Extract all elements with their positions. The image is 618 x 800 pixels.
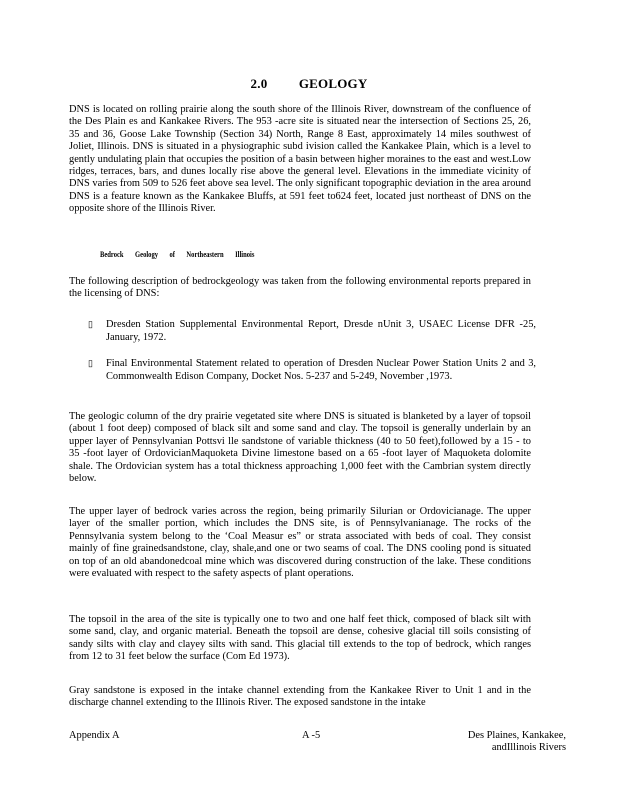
geologic-column-paragraph: The geologic column of the dry prairie vegetated site where DNS is situated is blanketed by a layer of topsoil (about 1 foot deep) composed of black silt and some sand and clay. The topsoil is generally underlain by an upper layer of Pennsylvanian Pottsvi lle sandstone of variable thickness (40 to 50 feet),followed by a 15 - to 35 -foot layer of OrdovicianMaquoketa Divine limestone based on a 65 -foot layer of Maquoketa dolomite shale. The Ordovician system has a total thickness approaching 1,000 feet with the Cambrian system directly below. xyxy=(69,411,531,485)
reference-text-1: Dresden Station Supplemental Environmental Report, Dresde nUnit 3, USAEC License DFR -25, January, 1972. xyxy=(106,319,536,343)
bedrock-subheading: Bedrock Geology of Northeastern Illinois xyxy=(100,250,255,259)
footer-appendix: Appendix A xyxy=(69,730,120,741)
section-number: 2.0 xyxy=(250,76,268,91)
section-heading xyxy=(0,76,618,92)
gray-sandstone-paragraph: Gray sandstone is exposed in the intake channel extending from the Kankakee River to Unit 1 and in the discharge channel extending to the Illinois River. The exposed sandstone in the intake xyxy=(69,685,531,709)
footer-river-line-1: Des Plaines, Kankakee, xyxy=(467,730,566,741)
footer-river-label xyxy=(420,730,566,755)
intro-paragraph: DNS is located on rolling prairie along the south shore of the Illinois River, downstream of the confluence of the Des Plain es and Kankakee Rivers. The 953 -acre site is situated near the intersection of Sections 25, 26, 35 and 36, Goose Lake Township (Section 34) North, Range 8 East, approximately 14 miles southwest of Joliet, Illinois. DNS is situated in a physiographic subd ivision called the Kankakee Plain, which is a level to gently undulating plain that occupies the position of a basin between higher moraines to the east and west.Low ridges, terraces, bars, and dunes locally rise above the general level. Elevations in the immediate vicinity of DNS varies from 509 to 526 feet above sea level. The only significant topographic deviation in the area around DNS is a feature known as the Kankakee Bluffs, at 591 feet to624 feet, located just northeast of DNS on the opposite shore of the Illinois River. xyxy=(69,104,531,215)
reference-text-2: Final Environmental Statement related to operation of Dresden Nuclear Power Station Units 2 and 3, Commonwealth Edison Company, Docket Nos. 5-237 and 5-249, November ,1973. xyxy=(106,358,536,382)
bullet-icon: ▯ xyxy=(88,358,93,368)
footer-river-line-2: andIllinois Rivers xyxy=(491,742,566,754)
footer-page-number: A -5 xyxy=(302,730,321,741)
topsoil-paragraph: The topsoil in the area of the site is typically one to two and one half feet thick, composed of black silt with some sand, clay, and organic material. Beneath the topsoil are dense, cohesive glacial till soils consisting of sandy silts with clay and clayey silts with sand. This glacial till extends to the top of bedrock, which ranges from 12 to 31 feet below the surface (Com Ed 1973). xyxy=(69,614,531,663)
upper-layer-paragraph: The upper layer of bedrock varies across the region, being primarily Silurian or Ordovicianage. The upper layer of the smaller portion, which includes the DNS site, is of Pennsylvanianage. The rocks of the Pennsylvania system belong to the ‘Coal Measur es” or strata associated with beds of coal. They consist mainly of fine grainedsandstone, clay, shale,and one or two seams of coal. The DNS cooling pond is situated on top of an old abandonedcoal mine which was discovered during construction of the lake. These conditions were evaluated with respect to the safety aspects of plant operations. xyxy=(69,506,531,580)
section-title: GEOLOGY xyxy=(298,76,368,91)
bullet-icon: ▯ xyxy=(88,319,93,329)
following-paragraph: The following description of bedrockgeology was taken from the following environmental reports prepared in the licensing of DNS: xyxy=(69,276,531,300)
